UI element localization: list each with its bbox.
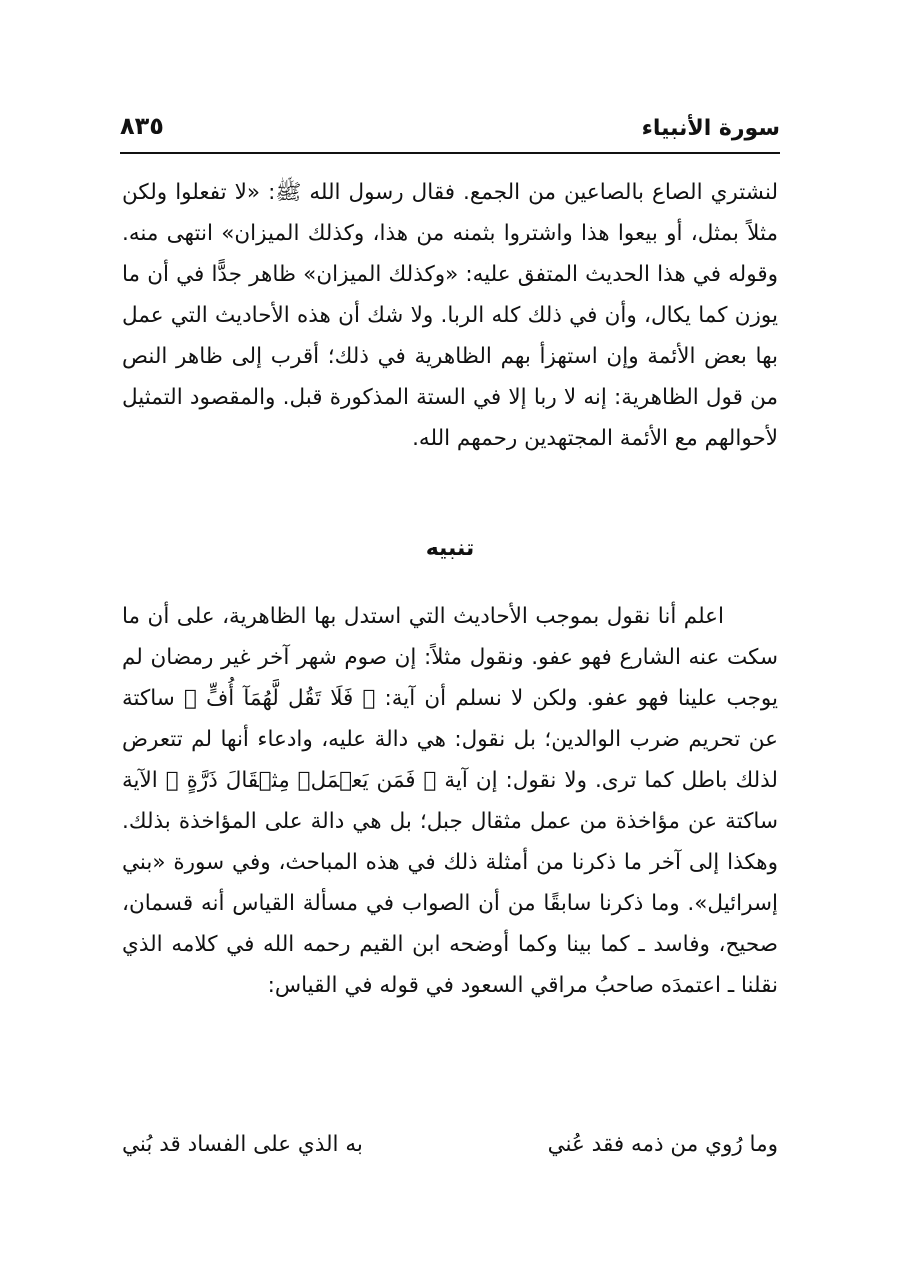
paragraph-notice xyxy=(122,596,778,1006)
surah-title: سورة الأنبياء xyxy=(641,116,780,141)
page-number: ٨٣٥ xyxy=(120,112,164,140)
poem-hemistich-first: وما رُوي من ذمه فقد عُني xyxy=(547,1132,778,1157)
notice-text-part3: الآية ساكتة عن مؤاخذة من عمل مثقال جبل؛ بل هي دالة على المؤاخذة بذلك. وهكذا إلى آخر ما ذكرنا من أمثلة ذلك في هذه المباحث، وفي سورة «بني إسرائيل». وما ذكرنا سابقًا من أن الصواب في مسألة القياس أنه قسمان، صحيح، وفاسد ـ كما بينا وكما أوضحه ابن القيم رحمه الله في كلامه الذي نقلنا ـ اعتمدَه صاحبُ مراقي السعود في قوله في القياس: xyxy=(122,768,778,998)
paragraph-hadith-discussion: لنشتري الصاع بالصاعين من الجمع. فقال رسول الله ﷺ: «لا تفعلوا ولكن مثلاً بمثل، أو بيعوا هذا واشتروا بثمنه من هذا، وكذلك الميزان» انتهى منه. وقوله في هذا الحديث المتفق عليه: «وكذلك الميزان» ظاهر جدًّا في أن ما يوزن كما يكال، وأن في ذلك كله الربا. ولا شك أن هذه الأحاديث التي عمل بها بعض الأئمة وإن استهزأ بهم الظاهرية في ذلك؛ أقرب إلى ظاهر النص من قول الظاهرية: إنه لا ربا إلا في الستة المذكورة قبل. والمقصود التمثيل لأحوالهم مع الأئمة المجتهدين رحمهم الله. xyxy=(122,180,778,451)
notice-text-part1: اعلم أنا نقول بموجب الأحاديث التي استدل بها الظاهرية، على أن ما سكت عنه الشارع فهو عفو. ونقول مثلاً: إن صوم شهر آخر غير رمضان لم يوجب علينا فهو عفو. ولكن لا نسلم أن آية: xyxy=(122,604,778,711)
quran-verse-atom-weight: ﴿ فَمَن يَعۡمَلۡ مِثۡقَالَ ذَرَّةٍ ﴾ xyxy=(165,768,437,793)
header-divider xyxy=(120,152,780,154)
running-header xyxy=(120,108,780,152)
quran-verse-uff: ﴿ فَلَا تَقُل لَّهُمَآ أُفٍّ ﴾ xyxy=(183,686,376,711)
poem-hemistich-second: به الذي على الفساد قد بُني xyxy=(122,1132,363,1157)
notice-text-part2: ساكتة عن تحريم ضرب الوالدين؛ بل نقول: هي دالة عليه، وادعاء أنها لم تتعرض لذلك باطل كما ترى. ولا نقول: إن آية xyxy=(122,686,778,793)
section-heading: تنبيه xyxy=(425,536,475,561)
